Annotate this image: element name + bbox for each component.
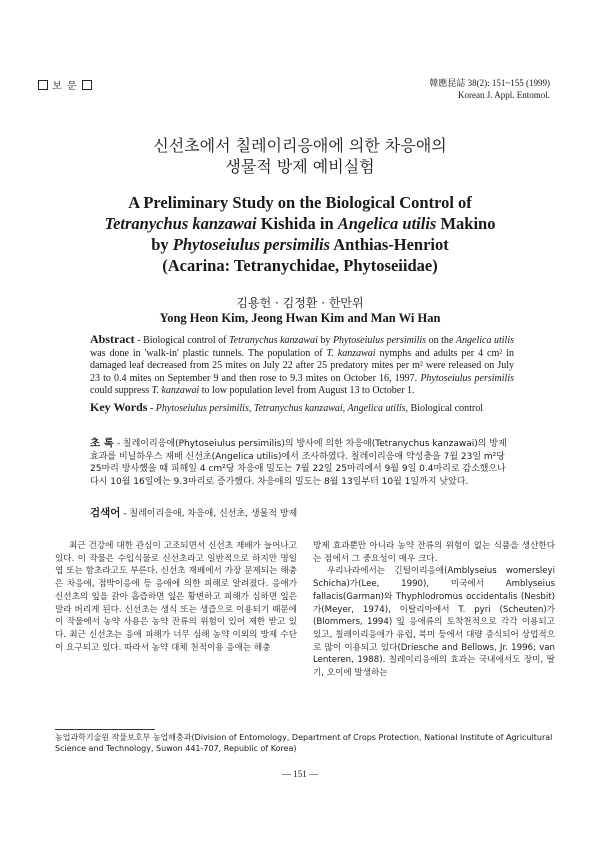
korean-keywords — [90, 505, 514, 520]
english-title-line3 — [0, 234, 600, 255]
journal-reference — [429, 77, 550, 101]
abstract-text: to low population level from August 13 to October 1. — [199, 385, 415, 397]
species-name: T. kanzawai — [326, 347, 376, 359]
title-text: Anthias-Henriot — [330, 235, 449, 254]
page-number: — 151 — — [282, 769, 318, 779]
title-text: Kishida in — [256, 214, 338, 233]
abstract-text: was done in 'walk-in' plastic tunnels. The population of — [90, 347, 327, 359]
section-label-text: 보 문 — [52, 81, 78, 92]
korean-abstract-label: 초 록 — [90, 437, 114, 449]
english-title-line1: A Preliminary Study on the Biological Control of — [128, 193, 472, 212]
species-name: Phytoseiulus persimilis — [332, 335, 427, 346]
square-box-icon — [82, 80, 92, 90]
species-name: Phytoseiulus persimilis — [172, 235, 331, 254]
square-box-icon — [38, 80, 48, 90]
abstract-text: could suppress — [90, 385, 152, 397]
body-left-column — [55, 540, 297, 654]
body-paragraph: 우리나라에서는 긴털이리응애(Amblyseius womersleyi Schicha)가(Lee, 1990), 미국에서 Amblyseius fallacis(Garman)와 Thyphlodromus occidentalis (Nesbit)가(Meyer, 1974), 이탈리아에서 T. pyri (Scheuten)가(Blommers, 1994) 잎 응애류의 토착천적으로 각각 이용되고 있고, 칠레이리응애가 유럽, 북미 등에서 대량 증식되어 상업적으로 많이 이용되고 있다(Driesche and Bellows, Jr. 1996; van Lenteren, 1988). 칠레이리응애의 효과는 국내에서도 장미, 딸기, 오이에 발생하는 — [313, 566, 555, 679]
species-name: Angelica utilis — [337, 214, 437, 233]
keywords-list: Phytoseiulus persimilis, Tetranychus kanzawai, Angelica utilis, — [155, 403, 409, 414]
species-name: T. kanzawai — [151, 385, 200, 397]
species-name: Tetranychus kanzawai — [229, 335, 318, 346]
footnote-divider — [55, 729, 155, 730]
journal-citation: 韓應昆誌 38(2): 151~155 (1999) — [429, 78, 550, 88]
body-right-column — [313, 540, 555, 680]
english-title-line4: (Acarina: Tetranychidae, Phytoseiidae) — [162, 256, 438, 275]
species-name: Angelica utilis — [455, 335, 514, 346]
body-paragraph: 방제 효과뿐만 아니라 농약 잔류의 위험이 없는 식품을 생산한다는 점에서 그 중요성이 매우 크다. — [313, 541, 555, 564]
english-title-line2 — [0, 213, 600, 234]
keywords-list: Biological control — [408, 403, 484, 414]
authors-english: Yong Heon Kim, Jeong Hwan Kim and Man Wi Han — [159, 311, 441, 325]
keywords-label: Key Words — [90, 400, 148, 414]
korean-abstract-text: - 칠레이리응애(Phytoseiulus persimilis)의 방사에 의한 차응애(Tetranychus kanzawai)의 방제효과를 비닐하우스 재배 신선초(Angelica utilis)에서 조사하였다. 칠레이리응애 약성충을 7월 23일 m²당 25마리 방사했을 때 피해잎 4 cm²당 차응애 밀도는 7월 22일 25마리에서 9월 9일 0.4마리로 감소했으나 다시 10월 16일에는 9.3마리로 증가했다. 차응애의 밀도는 8월 13일부터 10월 1일까지 낮았다. — [90, 439, 507, 488]
title-text: by — [151, 235, 173, 254]
abstract-text: by — [317, 335, 333, 346]
keywords-dash: - — [147, 403, 156, 414]
korean-keywords-text: - 칠레이리응애, 차응애, 신선초, 생물적 방제 — [120, 509, 298, 519]
keywords — [90, 401, 514, 416]
title-text: Makino — [436, 214, 496, 233]
korean-title-line1: 신선초에서 칠레이리응애에 의한 차응애의 — [153, 136, 447, 155]
abstract-text: on the — [426, 335, 456, 346]
abstract — [90, 333, 514, 398]
korean-title-line2: 생물적 방제 예비실험 — [225, 157, 375, 176]
abstract-text: - Biological control of — [134, 335, 230, 346]
authors-korean: 김용헌 · 김정환 · 한만위 — [236, 296, 364, 310]
species-name: Tetranychus kanzawai — [104, 214, 257, 233]
species-name: Phytoseiulus persimilis — [420, 372, 514, 384]
footnote: 농업과학기술원 작물보호부 농업해충과(Division of Entomology, Department of Crops Protection, National Institute of Agricultural Science and Technology, Suwon 441-707, Republic of Korea) — [55, 733, 553, 753]
english-title — [0, 192, 600, 276]
section-label — [38, 77, 92, 92]
abstract-text: nymphs and adults per 4 cm² in damaged leaf decreased from 25 mites on July 22 after 25 predatory mites per m² were released on July 23 to 0.4 mites on September 9 and then rose to 9.3 mites on October 16, 1997. — [90, 347, 514, 384]
korean-keywords-label: 검색어 — [90, 507, 121, 519]
korean-title — [0, 135, 600, 177]
body-paragraph: 최근 건강에 대한 관심이 고조되면서 신선초 재배가 늘어나고 있다. 이 작물은 수입식물로 신선초라고 일반적으로 하지만 명일엽 또는 함초라고도 부른다. 신선초 재배에서 가장 문제되는 해충은 차응애, 점박이응애 등 응애에 의한 피해로 알려졌다. 응애가 신선초의 잎을 갉아 흡즙하면 잎은 황변하고 피해가 심하면 잎은 말라 버리게 된다. 신선초는 생식 또는 생즙으로 이용되기 때문에 이 작물에서 농약 사용은 농약 잔류의 위험이 있어 제한 받고 있다. 최근 신선초는 응애 피해가 너무 심해 농약 이외의 방제 수단이 요구되고 있다. 따라서 농약 대체 천적이용 응애는 해충 — [55, 541, 297, 653]
korean-abstract — [90, 437, 514, 489]
abstract-label: Abstract — [90, 332, 135, 346]
journal-name: Korean J. Appl. Entomol. — [458, 90, 550, 100]
